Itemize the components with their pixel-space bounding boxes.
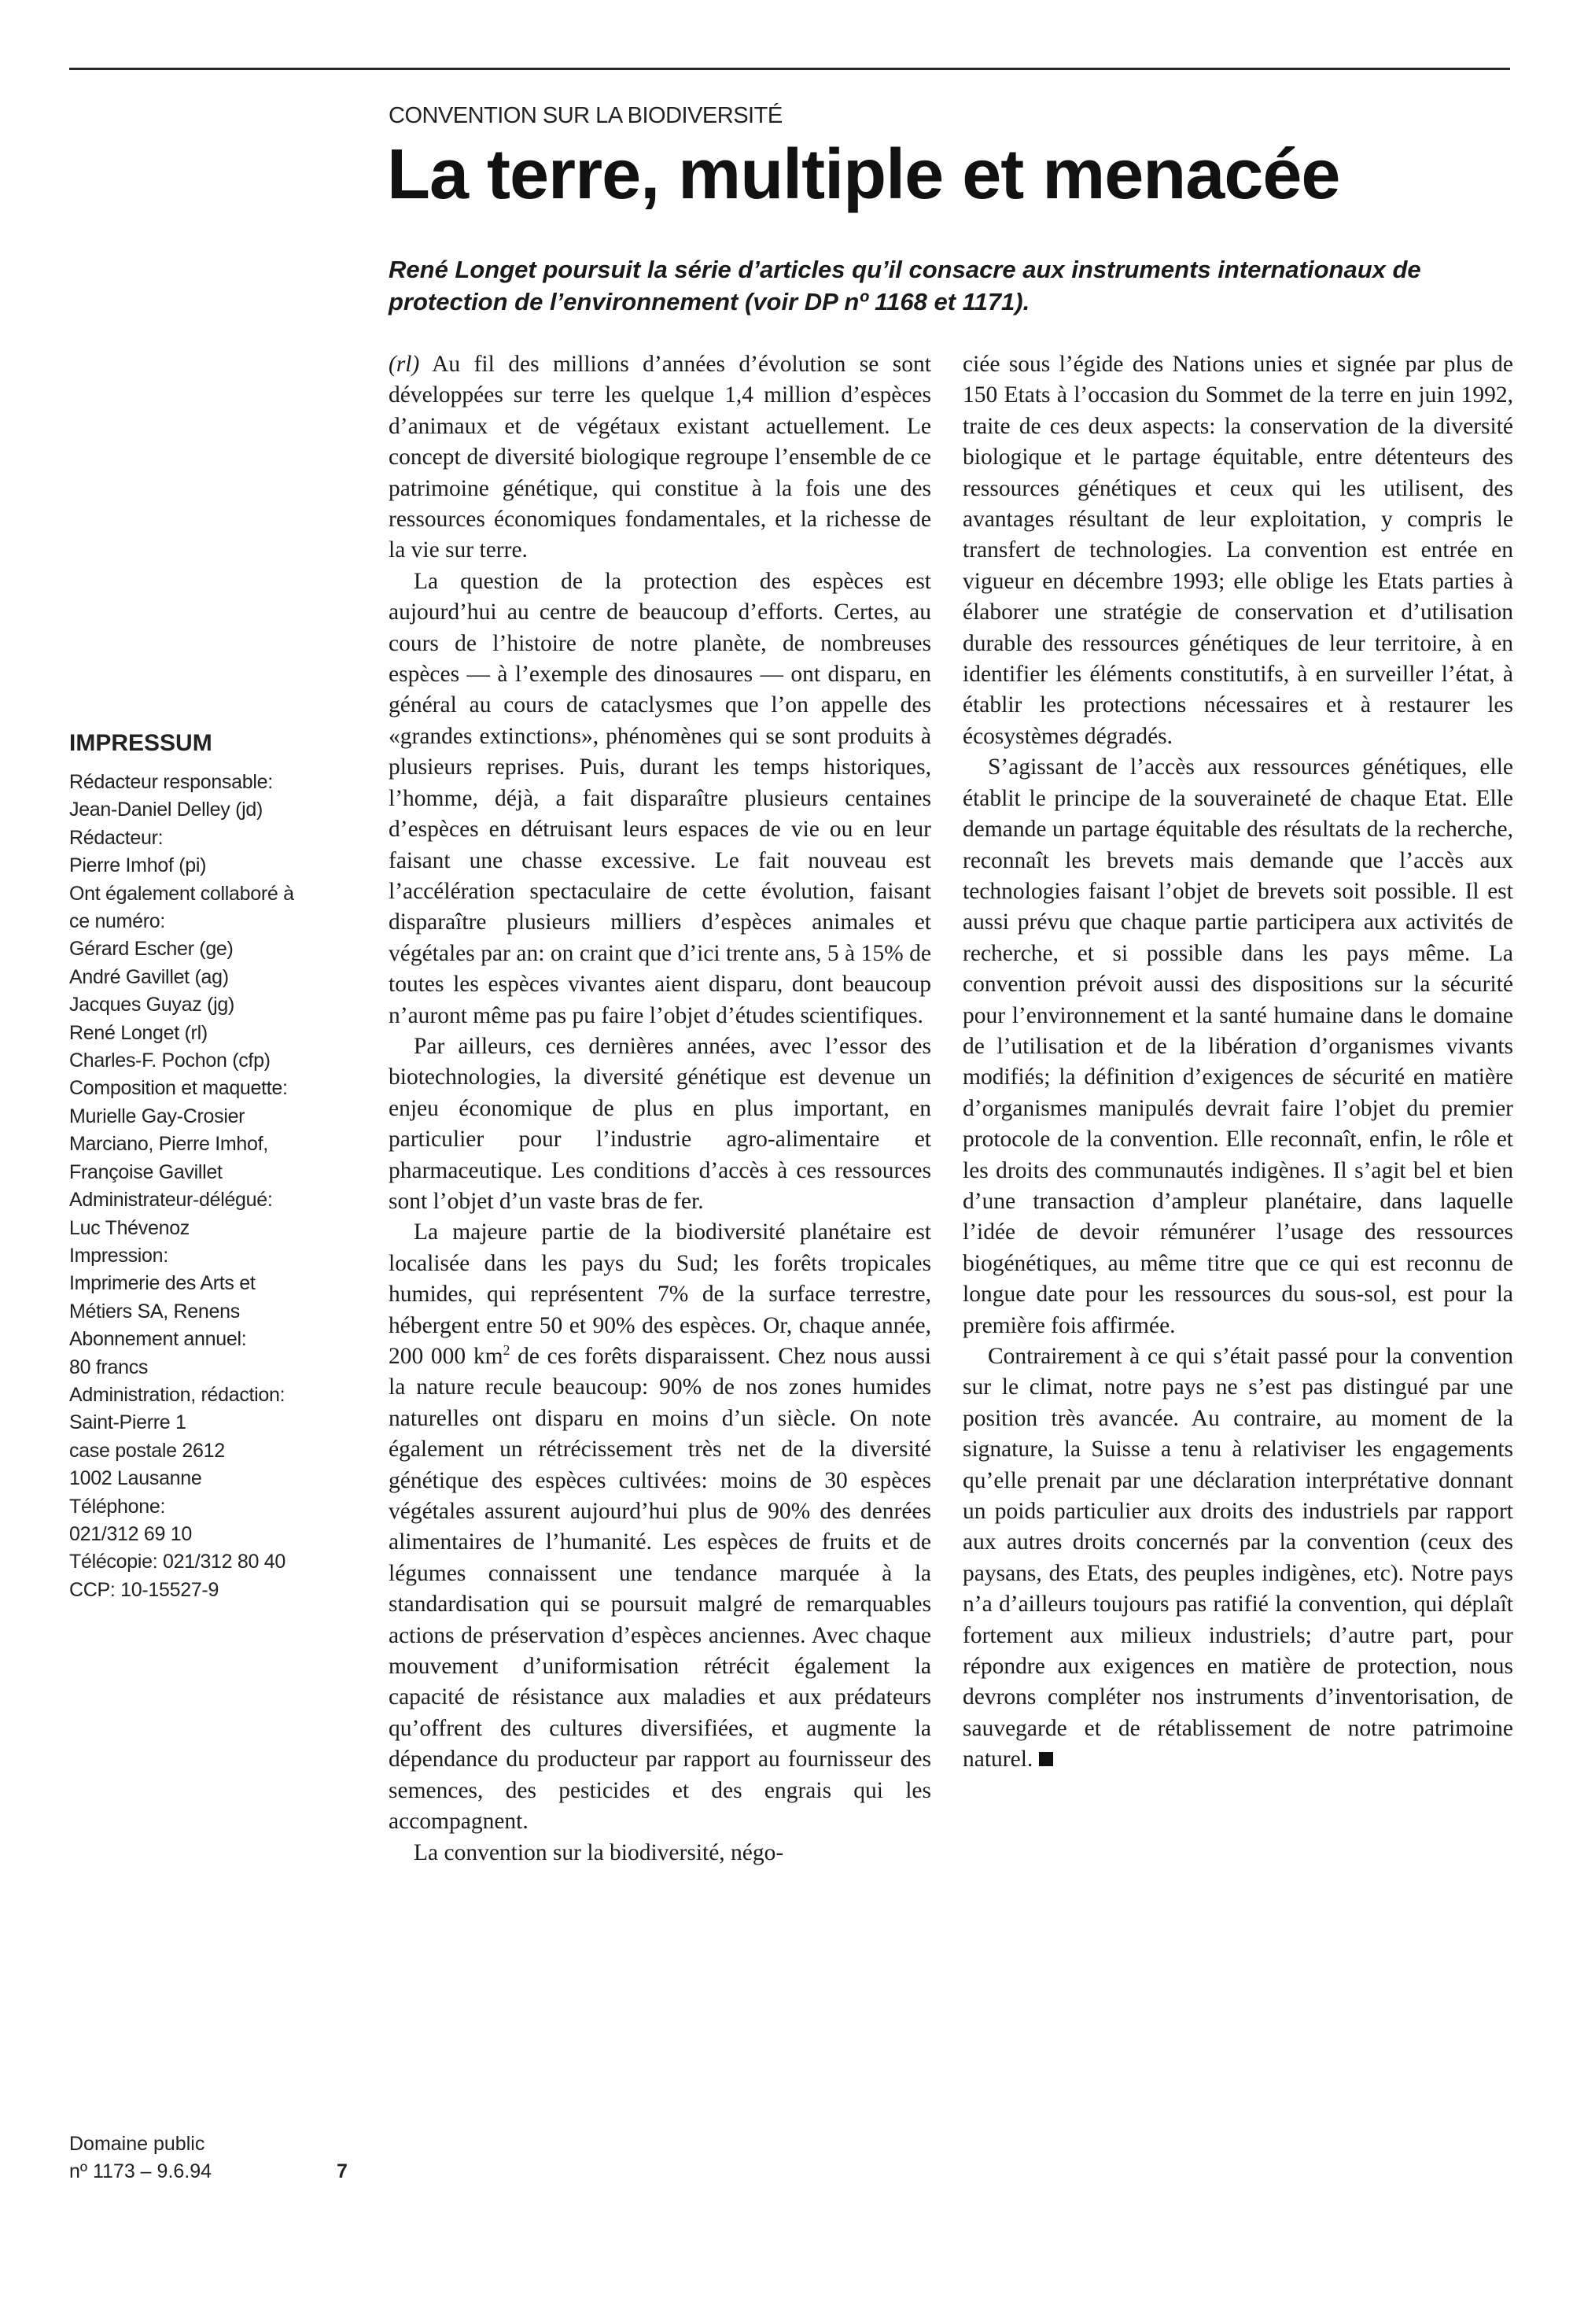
impressum-line: Gérard Escher (ge) <box>69 938 234 961</box>
article-lead: René Longet poursuit la série d’articles qu’il consacre aux instruments internationaux de protection de l’environnement (voir DP nº 1168 et 1171). <box>389 256 1421 315</box>
paragraph: La convention sur la biodiversité, négo- <box>414 1839 784 1865</box>
paragraph: ciée sous l’égide des Nations unies et signée par plus de 150 Etats à l’occasion du Sommet de la terre en juin 1992, traite de ces deux aspects: la conservation de la diversité biologique et le partage équitable, entre détenteurs des ressources génétiques et ceux qui les utilisent, des avantages résultant de leur exploitation, y compris le transfert de technologies. La convention est entrée en vigueur en décembre 1993; elle oblige les Etats parties à élaborer une stratégie de conservation et d’utilisation durable des ressources génétiques de leur territoire, à en identifier les éléments constitutifs, à en surveiller l’état, à établir les protections nécessaires et à restaurer les écosystèmes dégradés. <box>963 352 1513 749</box>
publication-name: Domaine public <box>69 2133 205 2155</box>
impressum-line: Administrateur-délégué: <box>69 1189 273 1212</box>
paragraph-text: de ces forêts disparaissent. Chez nous aussi la nature recule beaucoup: 90% de nos zones humides naturelles ont disparu en moins d’un siècle. On note également un rétrécissement très net de la diversité génétique des espèces cultivées: moins de 30 espèces végétales assurent aujourd’hui plus de 90% des denrées alimentaires de l’humanité. Les espèces de fruits et de légumes connaissent une tendance marquée à la standardisation qui se poursuit malgré de remarquables actions de préservation d’espèces anciennes. Avec chaque mouvement d’uniformisation rétrécit également la capacité de résistance aux maladies et aux prédateurs qu’offrent des cultures diversifiées, et augmente la dépendance du producteur par rapport au fournisseur des semences, des pesticides et des engrais qui les accompagnent. <box>389 1344 932 1835</box>
impressum-line: Rédacteur: <box>69 826 164 849</box>
impressum-line: Imprimerie des Arts et <box>69 1272 256 1295</box>
page-footer <box>69 2130 360 2186</box>
impressum-line: Téléphone: <box>69 1495 166 1518</box>
impressum-line: case postale 2612 <box>69 1439 225 1462</box>
page-number: 7 <box>337 2160 348 2182</box>
impressum-box <box>69 728 360 1604</box>
impressum-line: 021/312 69 10 <box>69 1522 192 1545</box>
impressum-line: Luc Thévenoz <box>69 1216 190 1239</box>
impressum-line: Abonnement annuel: <box>69 1328 247 1351</box>
impressum-line: Pierre Imhof (pi) <box>69 854 207 877</box>
impressum-line: Composition et maquette: <box>69 1077 288 1100</box>
impressum-heading: IMPRESSUM <box>69 730 212 756</box>
paragraph-text: Au fil des millions d’années d’évolution se sont développées sur terre les quelque 1,4 million d’espèces d’animaux et de végétaux existant actuellement. Le concept de diversité biologique regroupe l’ensemble de ce patrimoine génétique, qui constitue à la fois une des ressources économiques fondamentales, et la richesse de la vie sur terre. <box>389 352 931 563</box>
paragraph-text: La majeure partie de la biodiversité planétaire est localisée dans les pays du Sud; les forêts tropicales humides, qui représentent 7% de la surface terrestre, hébergent entre 50 et 90% des espèces. Or, chaque année, 200 000 km <box>389 1219 931 1369</box>
top-rule <box>69 68 1510 70</box>
impressum-line: André Gavillet (ag) <box>69 965 229 988</box>
impressum-line: Jacques Guyaz (jg) <box>69 994 234 1016</box>
impressum-line: Jean-Daniel Delley (jd) <box>69 799 263 821</box>
impressum-line: Ont également collaboré à <box>69 882 294 905</box>
impressum-line: René Longet (rl) <box>69 1021 208 1044</box>
article-column-1 <box>389 349 931 1868</box>
article-column-2 <box>963 349 1513 1776</box>
paragraph: La question de la protection des espèces est aujourd’hui au centre de beaucoup d’efforts. Certes, au cours de l’histoire de notre planète, de nombreuses espèces — à l’exemple des dinosaures — ont disparu, en général au cours de cataclysmes que l’on appelle des «grandes extinctions», phénomènes qui se sont produits à plusieurs reprises. Puis, durant les temps historiques, l’homme, déjà, a fait disparaître plusieurs centaines d’espèces en détruisant leurs espaces de vie ou en leur faisant une chasse excessive. Le fait nouveau est l’accélération spectaculaire de cette évolution, faisant disparaître plusieurs milliers d’espèces animales et végétales par an: on craint que d’ici trente ans, 5 à 15% de toutes les espèces vivantes aient disparu, dont beaucoup n’auront même pas pu faire l’objet d’études scientifiques. <box>389 568 931 1028</box>
impressum-line: Rédacteur responsable: <box>69 771 273 793</box>
paragraph: S’agissant de l’accès aux ressources génétiques, elle établit le principe de la souveraineté de chaque Etat. Elle demande un partage équitable des résultats de la recherche, reconnaît les brevets mais demande que l’accès aux technologies faisant l’objet de brevets soit possible. Il est aussi prévu que chaque partie participera aux activités de recherche, et si possible dans les pays même. La convention prévoit aussi des dispositions sur la sécurité pour l’environnement et la santé humaine dans le domaine de l’utilisation et de la libération d’organismes vivants modifiés; la définition d’exigences de sécurité en matière d’organismes manipulés devrait faire l’objet du premier protocole de la convention. Elle reconnaît, enfin, le rôle et les droits des communautés indigènes. Il s’agit bel et bien d’une transaction d’ampleur planétaire, dans laquelle l’idée de devoir rémunérer l’usage des ressources biogénétiques, au même titre que ce qui est reconnu de longue date pour les ressources du sous-sol, est pour la première fois affirmée. <box>963 754 1513 1338</box>
impressum-line: Murielle Gay-Crosier <box>69 1105 245 1127</box>
impressum-line: Administration, rédaction: <box>69 1383 285 1406</box>
paragraph <box>389 349 931 566</box>
issue-info: nº 1173 – 9.6.94 <box>69 2160 212 2182</box>
impressum-line: 1002 Lausanne <box>69 1467 202 1490</box>
paragraph: Par ailleurs, ces dernières années, avec l’essor des biotechnologies, la diversité génétique est devenue un enjeu économique de plus en plus important, en particulier pour l’industrie agro-alimentaire et pharmaceutique. Les conditions d’accès à ces ressources sont l’objet d’un vaste bras de fer. <box>389 1033 931 1214</box>
impressum-line: Saint-Pierre 1 <box>69 1411 186 1434</box>
paragraph-text: Contrairement à ce qui s’était passé pour la convention sur le climat, notre pays ne s’est pas distingué par une position très avancée. Au contraire, au moment de la signature, la Suisse a tenu à relativiser les engagements qu’elle prenait par une déclaration interprétative donnant un poids particulier aux droits des industriels par rapport aux autres droits concernés par la convention (ceux des paysans, des Etats, des peuples indigènes, etc). Notre pays n’a d’ailleurs toujours pas ratifié la convention, qui déplaît fortement aux milieux industriels; d’autre part, pour répondre aux exigences en matière de protection, nous devrons compléter nos instruments d’inventorisation, de sauvegarde et de rétablissement de notre patrimoine naturel. <box>963 1344 1513 1773</box>
impressum-lines <box>69 769 360 1604</box>
impressum-line: Marciano, Pierre Imhof, <box>69 1133 268 1156</box>
impressum-line: Françoise Gavillet <box>69 1160 223 1183</box>
impressum-line: CCP: 10-15527-9 <box>69 1578 219 1601</box>
article-title: La terre, multiple et menacée <box>387 135 1340 214</box>
impressum-line: Charles-F. Pochon (cfp) <box>69 1049 271 1072</box>
impressum-line: Impression: <box>69 1244 168 1267</box>
superscript: 2 <box>503 1342 510 1359</box>
impressum-line: ce numéro: <box>69 910 166 933</box>
impressum-line: 80 francs <box>69 1356 149 1378</box>
impressum-line: Télécopie: 021/312 80 40 <box>69 1551 285 1573</box>
impressum-line: Métiers SA, Renens <box>69 1300 240 1322</box>
paragraph <box>963 1341 1513 1776</box>
section-kicker: CONVENTION SUR LA BIODIVERSITÉ <box>389 103 783 128</box>
paragraph <box>389 1217 931 1837</box>
author-initials: (rl) <box>389 352 420 377</box>
end-of-article-mark <box>1039 1752 1053 1766</box>
